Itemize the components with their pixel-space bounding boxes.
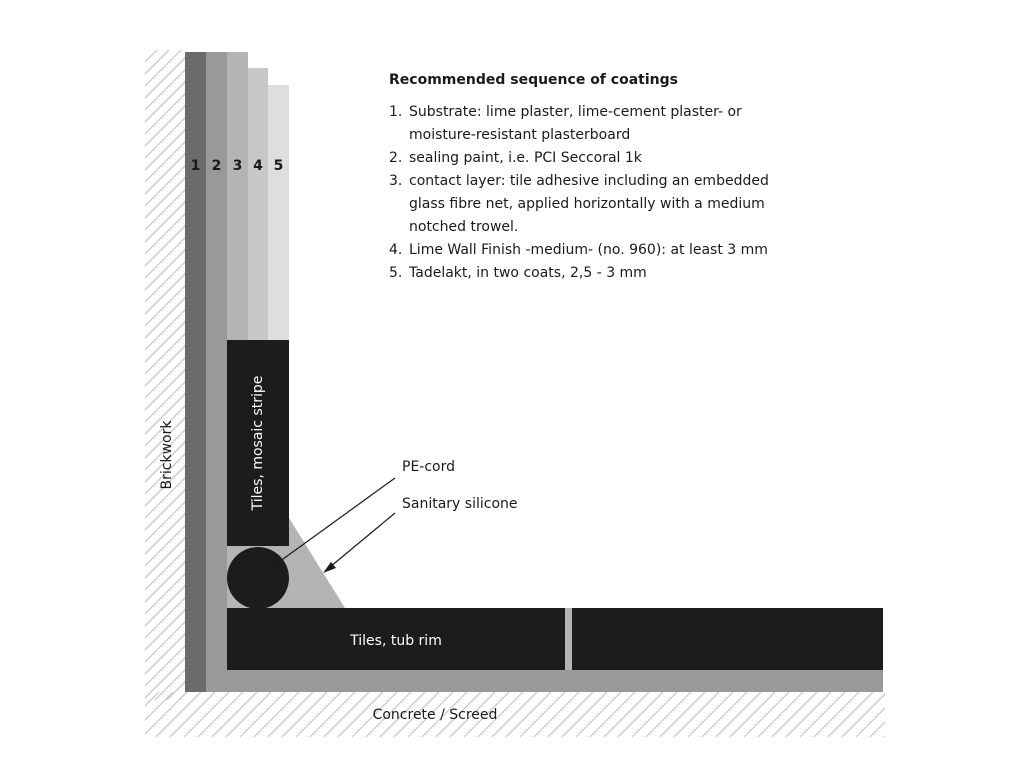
hatch-line bbox=[604, 692, 649, 737]
hatch-line bbox=[674, 692, 719, 737]
coating-step-5 bbox=[389, 262, 809, 285]
hatch-line bbox=[0, 50, 169, 700]
bottom-layer-substrate bbox=[206, 670, 883, 692]
hatch-line bbox=[884, 692, 929, 737]
hatch-line bbox=[520, 692, 565, 737]
hatch-line bbox=[534, 692, 579, 737]
step-number: 4. bbox=[389, 242, 403, 258]
coating-steps-list bbox=[389, 101, 809, 285]
hatch-line bbox=[310, 692, 355, 737]
layer-number-4: 4 bbox=[253, 158, 263, 174]
layer-3-contact-layer bbox=[227, 52, 248, 340]
hatch-line bbox=[688, 692, 733, 737]
layer-number-5: 5 bbox=[273, 158, 284, 174]
hatch-line bbox=[0, 50, 145, 700]
coating-sequence-legend bbox=[389, 72, 809, 285]
step-text: Lime Wall Finish -medium- (no. 960): at least 3 mm bbox=[409, 242, 768, 258]
hatch-line bbox=[791, 50, 1024, 700]
hatch-line bbox=[828, 692, 873, 737]
hatch-line bbox=[128, 692, 173, 737]
step-number: 5. bbox=[389, 265, 403, 281]
hatch-line bbox=[618, 692, 663, 737]
legend-title: Recommended sequence of coatings bbox=[389, 72, 678, 88]
silicone-pointer bbox=[330, 513, 395, 567]
step-text: sealing paint, i.e. PCI Seccoral 1k bbox=[409, 150, 642, 166]
hatch-line bbox=[646, 692, 691, 737]
hatch-line bbox=[827, 50, 1024, 700]
step-number: 3. bbox=[389, 173, 403, 189]
coating-step-1 bbox=[389, 101, 809, 147]
hatch-line bbox=[0, 50, 193, 700]
hatch-line bbox=[660, 692, 705, 737]
hatch-line bbox=[0, 50, 157, 700]
hatch-line bbox=[170, 692, 215, 737]
hatch-line bbox=[240, 692, 285, 737]
tiles-mosaic-label: Tiles, mosaic stripe bbox=[250, 375, 266, 511]
hatch-line bbox=[786, 692, 831, 737]
layer-4-lime-wall-finish bbox=[248, 68, 268, 340]
step-number: 1. bbox=[389, 104, 403, 120]
hatch-line bbox=[803, 50, 1024, 700]
hatch-line bbox=[576, 692, 621, 737]
hatch-line bbox=[282, 692, 327, 737]
hatch-line bbox=[912, 692, 957, 737]
pe-cord-label: PE-cord bbox=[402, 459, 455, 475]
hatch-line bbox=[702, 692, 747, 737]
hatch-line bbox=[114, 692, 159, 737]
hatch-line bbox=[632, 692, 677, 737]
tiles-tub-rim-label: Tiles, tub rim bbox=[350, 633, 442, 649]
coating-step-2 bbox=[389, 147, 809, 170]
hatch-line bbox=[815, 50, 1024, 700]
layer-number-3: 3 bbox=[232, 158, 243, 174]
layer-2-sealing-paint bbox=[206, 52, 227, 692]
hatch-line bbox=[212, 692, 257, 737]
step-number: 2. bbox=[389, 150, 403, 166]
sanitary-silicone-label: Sanitary silicone bbox=[402, 496, 518, 512]
layer-5-tadelakt bbox=[268, 85, 289, 340]
hatch-line bbox=[184, 692, 229, 737]
hatch-line bbox=[814, 692, 859, 737]
hatch-line bbox=[856, 692, 901, 737]
hatch-line bbox=[842, 692, 887, 737]
hatch-line bbox=[744, 692, 789, 737]
hatch-line bbox=[0, 50, 217, 700]
tile-joint bbox=[565, 608, 572, 670]
layer-1-substrate bbox=[185, 52, 206, 692]
hatch-line bbox=[198, 692, 243, 737]
step-text: Substrate: lime plaster, lime-cement plaster- or moisture-resistant plasterboard bbox=[409, 104, 742, 143]
brickwork-label: Brickwork bbox=[159, 420, 175, 490]
hatch-line bbox=[548, 692, 593, 737]
hatch-line bbox=[0, 50, 181, 700]
hatch-line bbox=[926, 692, 971, 737]
concrete-screed-label: Concrete / Screed bbox=[372, 707, 498, 723]
hatch-line bbox=[800, 692, 845, 737]
concrete-hatching bbox=[100, 692, 971, 737]
hatch-line bbox=[779, 50, 1024, 700]
hatch-line bbox=[506, 692, 551, 737]
pe-cord-circle bbox=[227, 547, 289, 609]
coating-step-3 bbox=[389, 170, 809, 239]
hatch-line bbox=[870, 692, 915, 737]
hatch-line bbox=[898, 692, 943, 737]
layer-number-1: 1 bbox=[190, 158, 201, 174]
hatch-line bbox=[772, 692, 817, 737]
hatch-line bbox=[296, 692, 341, 737]
step-text: Tadelakt, in two coats, 2,5 - 3 mm bbox=[409, 265, 647, 281]
tiles-tub-rim-right bbox=[572, 608, 883, 670]
hatch-line bbox=[0, 50, 205, 700]
hatch-line bbox=[716, 692, 761, 737]
hatch-line bbox=[226, 692, 271, 737]
hatch-line bbox=[492, 692, 537, 737]
hatch-line bbox=[156, 692, 201, 737]
hatch-line bbox=[730, 692, 775, 737]
hatch-line bbox=[100, 692, 145, 737]
hatch-line bbox=[268, 692, 313, 737]
hatch-line bbox=[562, 692, 607, 737]
hatch-line bbox=[254, 692, 299, 737]
hatch-line bbox=[758, 692, 803, 737]
step-text: contact layer: tile adhesive including an embedded glass fibre net, applied horizontally with a medium notched trowel. bbox=[409, 173, 769, 235]
coating-step-4 bbox=[389, 239, 809, 262]
hatch-line bbox=[590, 692, 635, 737]
hatch-line bbox=[324, 692, 369, 737]
hatch-line bbox=[142, 692, 187, 737]
layer-number-2: 2 bbox=[211, 158, 222, 174]
